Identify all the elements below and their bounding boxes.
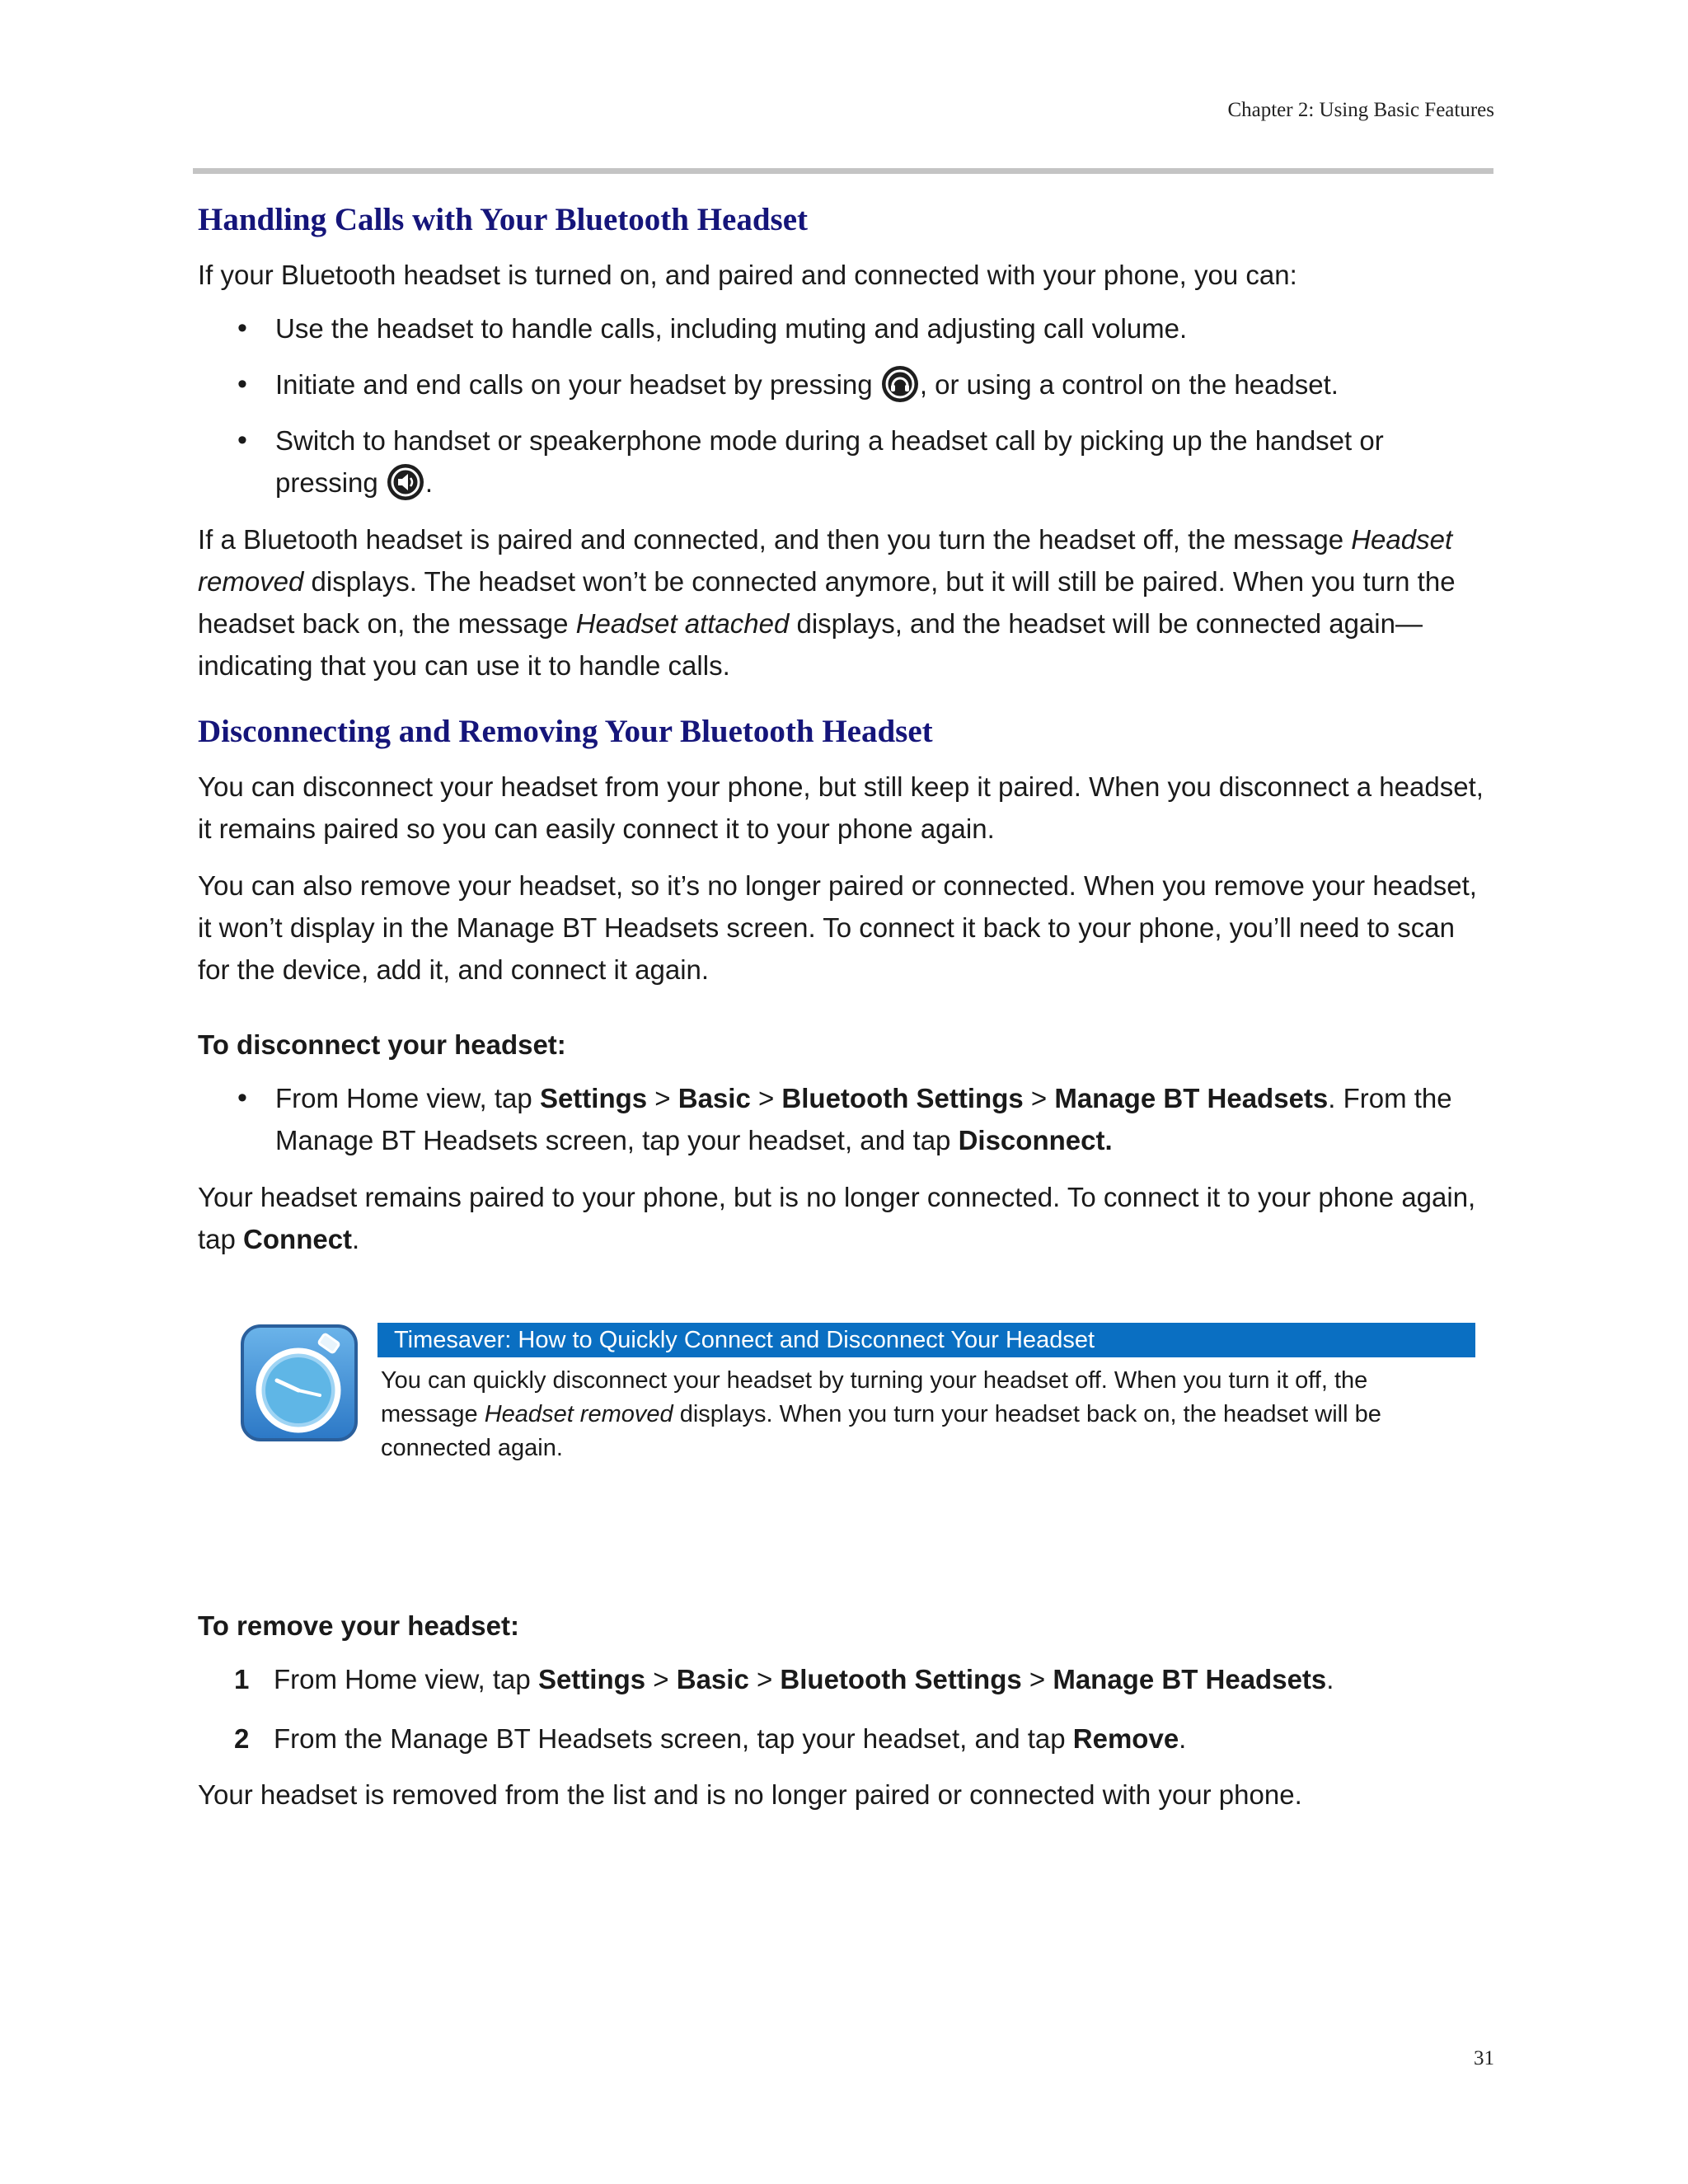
emphasis-headset-removed: Headset removed	[198, 524, 1453, 597]
text-run: You can quickly disconnect your headset by turning your headset off. When you turn it off, the message	[381, 1367, 1368, 1427]
section-title-handling-calls: Handling Calls with Your Bluetooth Headset	[198, 202, 809, 237]
disconnect-steps	[198, 1077, 1484, 1161]
text-run: .	[352, 1224, 360, 1254]
text-run: .	[1326, 1664, 1334, 1694]
ui-term-manage-bt-headsets: Manage BT Headsets	[1054, 1083, 1329, 1113]
ui-term-settings: Settings	[539, 1083, 648, 1113]
remove-result: Your headset is removed from the list and is no longer paired or connected with your phone.	[198, 1779, 1302, 1810]
disconnect-result	[198, 1176, 1484, 1260]
separator: >	[645, 1664, 677, 1694]
emphasis-headset-removed: Headset removed	[484, 1401, 673, 1427]
text-run: displays. When you turn your headset back on, the headset will be connected again.	[381, 1401, 1381, 1461]
section1-bullet-list	[198, 307, 1484, 504]
stopwatch-icon	[239, 1323, 359, 1443]
ui-term-disconnect: Disconnect.	[958, 1125, 1113, 1155]
bullet-text: Switch to handset or speakerphone mode during a headset call by picking up the handset or pressing	[275, 425, 1384, 498]
separator: >	[748, 1664, 781, 1694]
separator: >	[750, 1083, 782, 1113]
ui-term-basic: Basic	[678, 1083, 751, 1113]
remove-steps	[198, 1658, 1484, 1760]
list-item	[198, 1658, 1484, 1700]
list-item	[198, 1718, 1484, 1760]
bullet-text: Use the headset to handle calls, including muting and adjusting call volume.	[275, 313, 1188, 344]
list-item	[198, 363, 1484, 405]
section2-paragraph-1: You can disconnect your headset from your phone, but still keep it paired. When you disconnect a headset, it remains paired so you can easily connect it to your phone again.	[198, 771, 1484, 844]
bullet-text: Initiate and end calls on your headset by pressing	[275, 369, 880, 400]
header-rule	[193, 168, 1493, 174]
page-number: 31	[1474, 2047, 1494, 2069]
ui-term-bluetooth-settings: Bluetooth Settings	[781, 1083, 1024, 1113]
separator: >	[647, 1083, 678, 1113]
ui-term-settings: Settings	[537, 1664, 646, 1694]
step-number: 2	[234, 1723, 250, 1754]
text-run: From Home view, tap	[275, 1083, 540, 1113]
text-run: . From the Manage BT Headsets screen, tap your headset, and tap	[275, 1083, 1452, 1155]
text-run: displays, and the headset will be connected again—indicating that you can use it to handle calls.	[198, 608, 1423, 681]
speaker-icon	[387, 464, 424, 500]
text-run: If a Bluetooth headset is paired and connected, and then you turn the headset off, the message	[198, 524, 1352, 555]
page-content	[198, 198, 1484, 1816]
section-title-disconnecting: Disconnecting and Removing Your Bluetooth Headset	[198, 714, 933, 749]
ui-term-remove: Remove	[1072, 1723, 1179, 1754]
section2-paragraph-2: You can also remove your headset, so it’s no longer paired or connected. When you remove your headset, it won’t display in the Manage BT Headsets screen. To connect it back to your phone, you’ll need to scan for the device, add it, and connect it again.	[198, 870, 1477, 985]
ui-term-connect: Connect	[243, 1224, 353, 1254]
separator: >	[1023, 1083, 1055, 1113]
ui-term-manage-bt-headsets: Manage BT Headsets	[1053, 1664, 1327, 1694]
text-run: From the Manage BT Headsets screen, tap your headset, and tap	[274, 1723, 1073, 1754]
headset-icon	[882, 366, 918, 402]
timesaver-callout	[198, 1313, 1484, 1577]
ui-term-bluetooth-settings: Bluetooth Settings	[780, 1664, 1022, 1694]
procedure-title-disconnect: To disconnect your headset:	[198, 1029, 566, 1060]
bullet-text: , or using a control on the headset.	[919, 369, 1339, 400]
emphasis-headset-attached: Headset attached	[575, 608, 790, 639]
bullet-text: .	[424, 467, 434, 498]
section1-paragraph	[198, 518, 1484, 687]
text-run: Your headset remains paired to your phone, but is no longer connected. To connect it to your phone again, tap	[198, 1182, 1476, 1254]
chapter-header: Chapter 2: Using Basic Features	[1227, 99, 1494, 121]
list-item	[198, 1077, 1484, 1161]
section1-intro: If your Bluetooth headset is turned on, and paired and connected with your phone, you can:	[198, 260, 1297, 290]
timesaver-title: Timesaver: How to Quickly Connect and Disconnect Your Headset	[377, 1323, 1475, 1357]
separator: >	[1021, 1664, 1053, 1694]
list-item	[198, 419, 1484, 504]
step-number: 1	[234, 1664, 250, 1694]
text-run: From Home view, tap	[274, 1664, 538, 1694]
timesaver-body	[381, 1364, 1469, 1465]
procedure-title-remove: To remove your headset:	[198, 1610, 519, 1641]
ui-term-basic: Basic	[676, 1664, 749, 1694]
list-item	[198, 307, 1484, 349]
text-run: .	[1179, 1723, 1187, 1754]
text-run: displays. The headset won’t be connected anymore, but it will still be paired. When you turn the headset back on, the message	[198, 566, 1456, 639]
